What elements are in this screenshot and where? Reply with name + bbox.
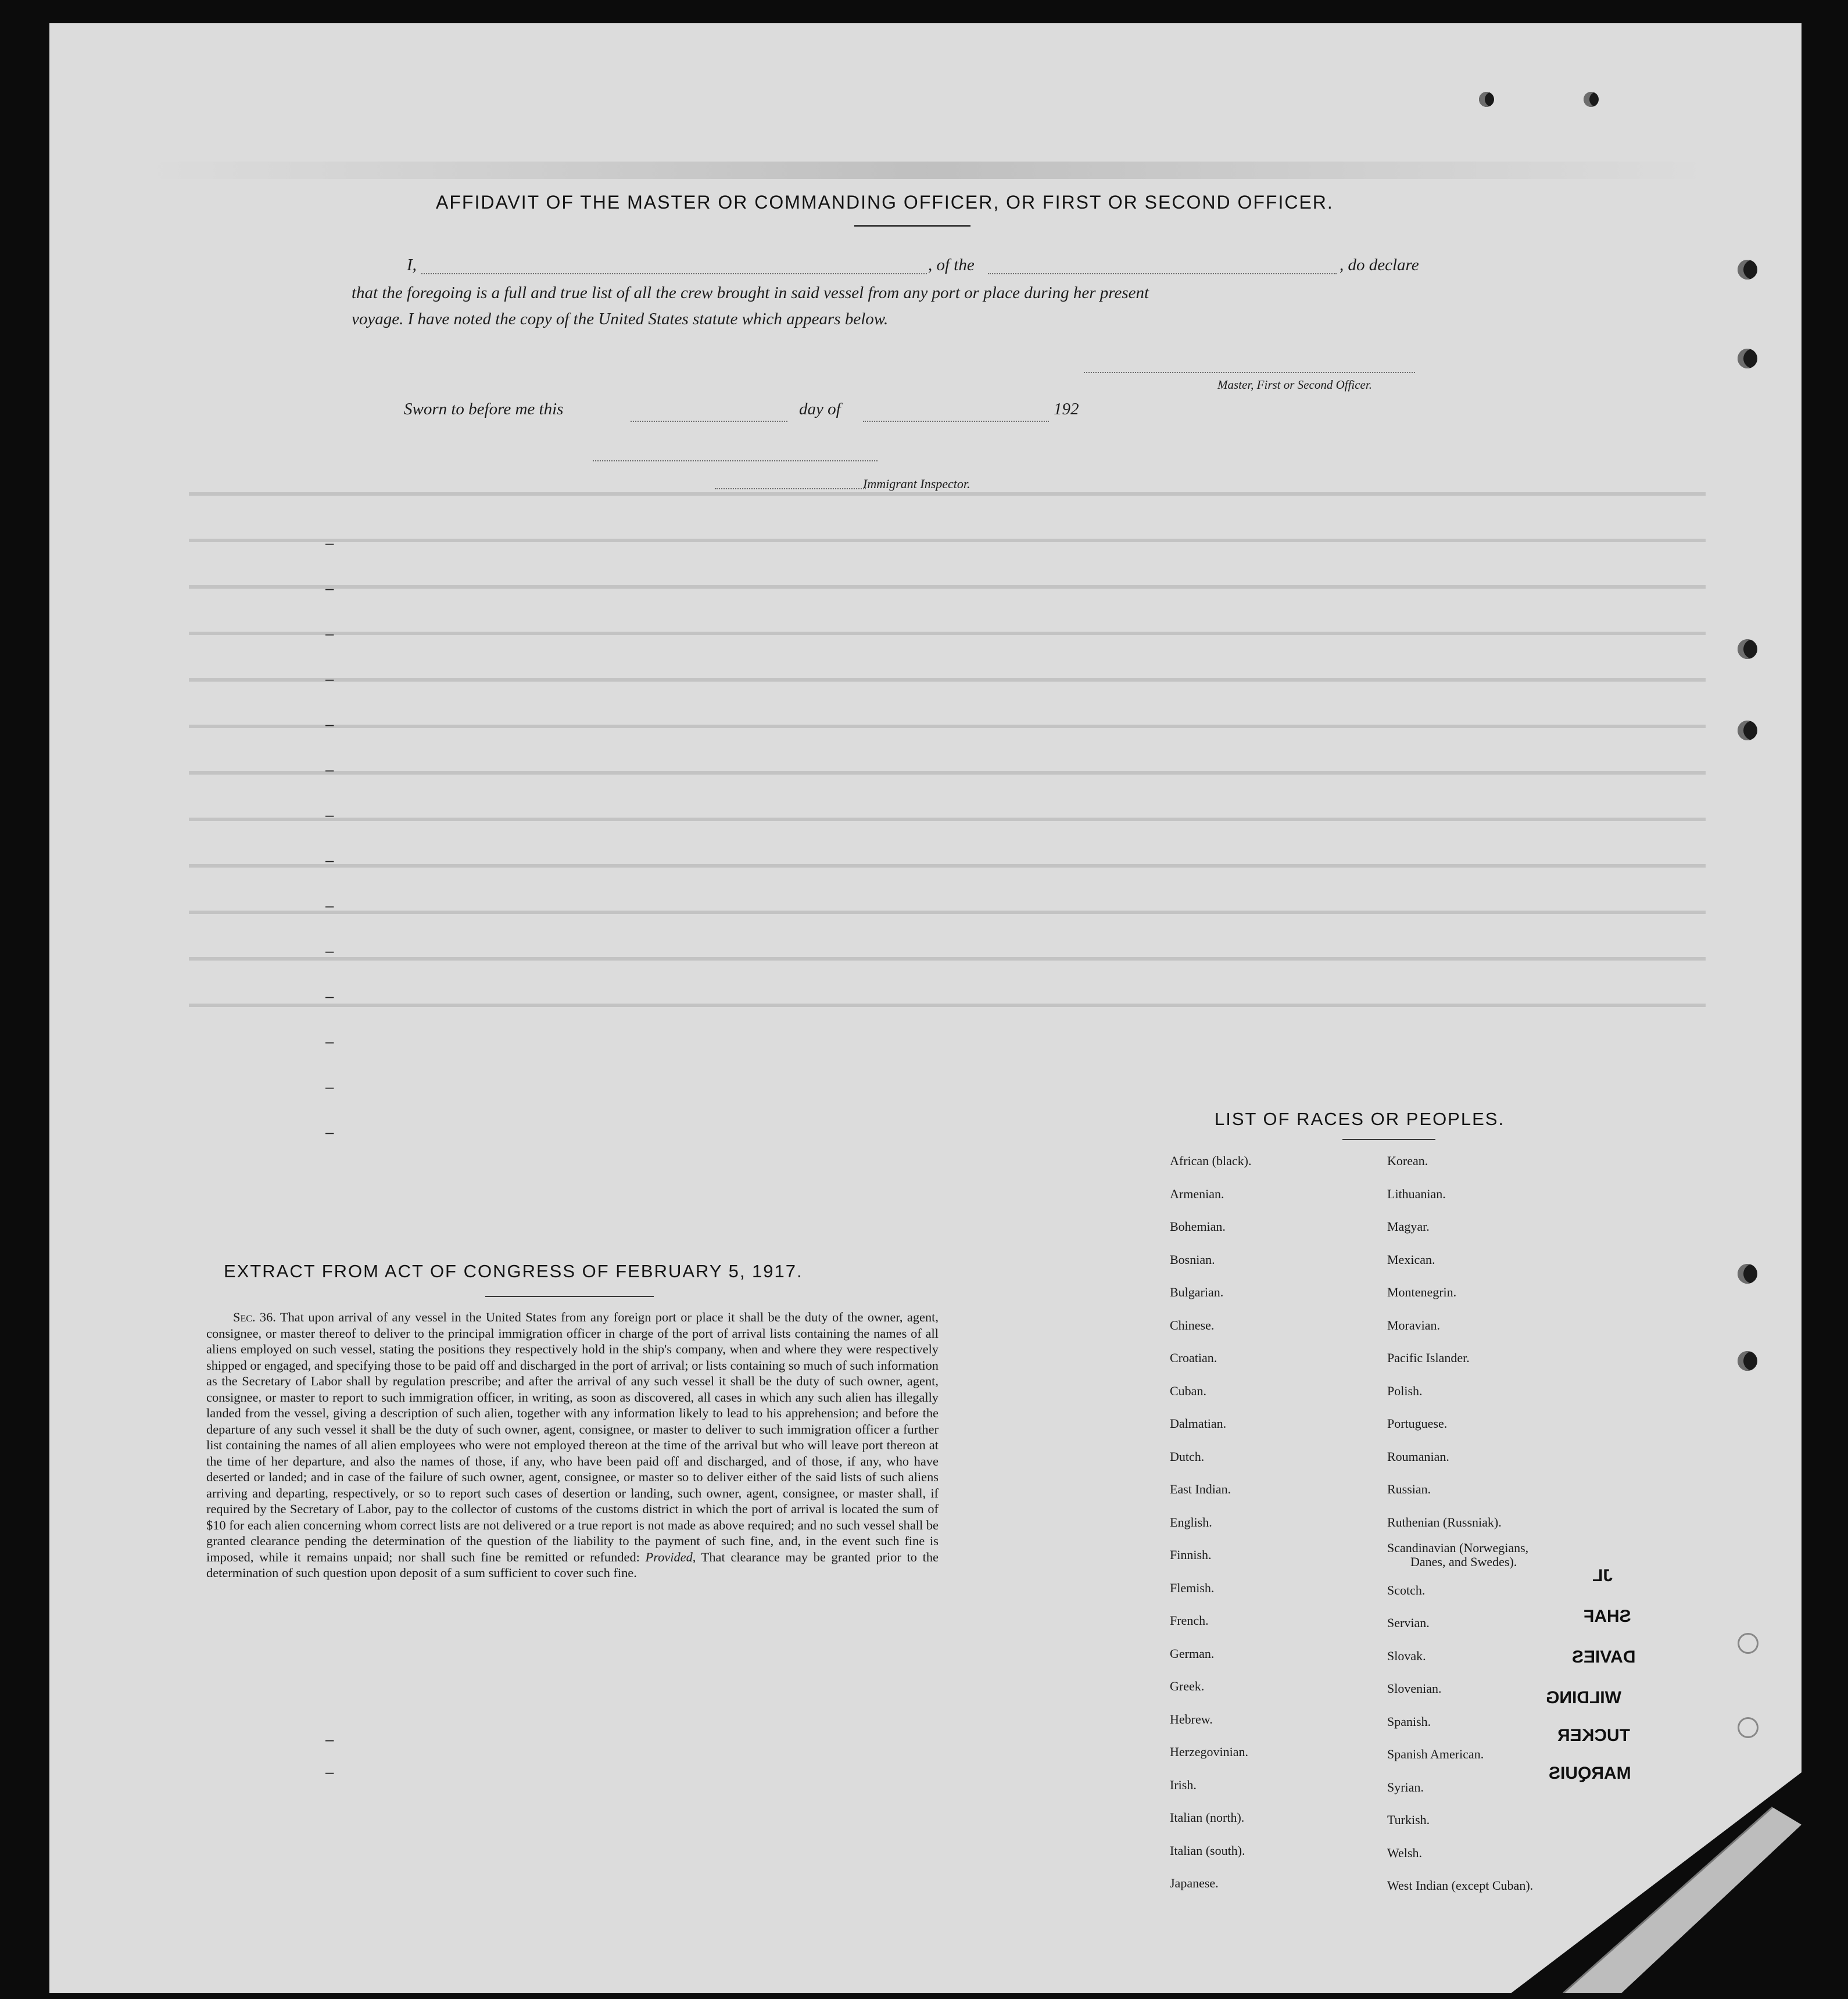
affidavit-title: AFFIDAVIT OF THE MASTER OR COMMANDING OFFICER, OR FIRST OR SECOND OFFICER.: [436, 192, 1334, 213]
race-item: Japanese.: [1170, 1876, 1219, 1890]
race-item: Lithuanian.: [1387, 1186, 1446, 1201]
margin-dash-column: [325, 520, 349, 1155]
binder-hole-icon: [1479, 92, 1494, 107]
affidavit-title-rule: [854, 225, 970, 227]
race-item: Welsh.: [1387, 1845, 1422, 1860]
races-left-column: [1170, 1145, 1251, 1900]
race-item: Croatian.: [1170, 1350, 1217, 1365]
extract-title: EXTRACT FROM ACT OF CONGRESS OF FEBRUARY 5, 1917.: [224, 1261, 803, 1281]
race-item: English.: [1170, 1514, 1212, 1529]
race-item: Bohemian.: [1170, 1219, 1226, 1234]
race-item: French.: [1170, 1613, 1209, 1628]
binder-hole-icon: [1738, 1351, 1757, 1371]
margin-dash: –: [325, 670, 334, 687]
race-item: Bulgarian.: [1170, 1285, 1224, 1299]
binder-hole-icon: [1738, 260, 1757, 280]
race-item: Greek.: [1170, 1679, 1205, 1693]
margin-dash: –: [325, 625, 334, 642]
margin-dash: –: [325, 897, 334, 914]
race-item: Montenegrin.: [1387, 1285, 1457, 1299]
bleed-name: JL: [1592, 1566, 1613, 1585]
sworn-year: 192: [1054, 400, 1079, 418]
binder-hole-icon: [1738, 639, 1757, 659]
master-name-field[interactable]: [421, 273, 927, 274]
extract-body: [206, 1309, 939, 1581]
margin-dash: –: [325, 1731, 334, 1748]
binder-hole-icon: [1738, 721, 1757, 740]
races-title-rule: [1342, 1139, 1435, 1140]
binder-hole-icon: [1738, 349, 1757, 368]
bleed-name: TUCKER: [1557, 1726, 1630, 1745]
race-item: Korean.: [1387, 1153, 1428, 1168]
race-item: Spanish American.: [1387, 1747, 1484, 1761]
master-signature-label: Master, First or Second Officer.: [1217, 378, 1372, 392]
extract-title-rule: [485, 1296, 654, 1297]
binder-hole-open-icon: [1738, 1717, 1759, 1738]
race-item: Dalmatian.: [1170, 1416, 1227, 1431]
race-item: West Indian (except Cuban).: [1387, 1878, 1534, 1893]
race-item: Scotch.: [1387, 1582, 1426, 1597]
race-item: Portuguese.: [1387, 1416, 1448, 1431]
bleed-through-heading: [142, 162, 1711, 179]
race-item-line: Scandinavian (Norwegians,: [1387, 1541, 1529, 1555]
folded-corner-icon: [1499, 1772, 1802, 1993]
race-item: Slovenian.: [1387, 1681, 1442, 1696]
race-item-line: Danes, and Swedes).: [1410, 1554, 1517, 1569]
bleed-name: SHAF: [1584, 1607, 1631, 1626]
sworn-prefix: Sworn to before me this: [404, 400, 564, 418]
race-item: Magyar.: [1387, 1219, 1430, 1234]
race-item: Polish.: [1387, 1383, 1423, 1398]
sworn-month-field[interactable]: [863, 421, 1049, 422]
margin-dash: –: [325, 534, 334, 551]
extract-body-proviso: That clearance may be granted prior to the determination of such question upon deposit of a sum sufficient to cover such fine.: [206, 1549, 939, 1580]
race-item: Bosnian.: [1170, 1252, 1215, 1267]
affidavit-i: I,: [407, 256, 417, 274]
race-item: Armenian.: [1170, 1186, 1224, 1201]
margin-dash: –: [325, 715, 334, 733]
race-item: Dutch.: [1170, 1449, 1205, 1464]
margin-dash: –: [325, 942, 334, 959]
race-item: Turkish.: [1387, 1812, 1430, 1827]
race-item: Mexican.: [1387, 1252, 1435, 1267]
race-item: Spanish.: [1387, 1714, 1431, 1729]
document-page: [49, 23, 1802, 1993]
proviso-word: Provided,: [645, 1549, 696, 1564]
race-item: Chinese.: [1170, 1317, 1215, 1332]
race-item: Irish.: [1170, 1777, 1197, 1792]
inspector-label: Immigrant Inspector.: [863, 477, 970, 491]
margin-dash: –: [325, 806, 334, 823]
margin-dash: –: [325, 1123, 334, 1141]
affidavit-line-3: voyage. I have noted the copy of the United States statute which appears below.: [352, 310, 889, 328]
race-item: Moravian.: [1387, 1317, 1441, 1332]
race-item-scandinavian: [1387, 1539, 1533, 1574]
paper-sheet: [49, 23, 1802, 1993]
race-item: Pacific Islander.: [1387, 1350, 1470, 1365]
race-item: African (black).: [1170, 1153, 1252, 1168]
vessel-name-field[interactable]: [988, 273, 1337, 274]
margin-dash: –: [325, 987, 334, 1005]
extract-body-main: That upon arrival of any vessel in the United States from any foreign port or place it shall be the duty of the owner, agent, consignee, or master thereof to deliver to the principal immigration officer in charge of the port of arrival lists containing the names of all aliens employed on such vessel, stating the positions they respectively hold in the ship's company, when and where they were respectively shipped or engaged, and specifying those to be paid off and discharged in the port of arrival; or lists containing so much of such information as the Secretary of Labor shall by regulation prescribe; and after the arrival of any such vessel it shall be the duty of such owner, agent, consignee, or master to report to such immigration officer, in writing, as soon as discovered, all cases in which any such alien has illegally landed from the vessel, giving a description of such alien, together with any information likely to lead to his apprehension; and before the departure of any such vessel it shall be the duty of such owner, agent, consignee, or master to deliver to such immigration officer a further list containing the names of all alien employees who were not employed thereon at the time of the arrival but who will leave port thereon at the time of her departure, and also the names of those, if any, who have been paid off and discharged, and of those, if any, who have deserted or landed; and in case of the failure of such owner, agent, consignee, or master so to deliver either of the said lists of such aliens arriving and departing, respectively, or so to report such cases of desertion or landing, such owner, agent, consignee, or master shall, if required by the Secretary of Labor, pay to the collector of customs of the customs district in which the port of arrival is located the sum of $10 for each alien concerning whom correct lists are not delivered or a true report is not made as above required; and no such vessel shall be granted clearance pending the determination of the question of the liability to the payment of such fine, and, in the event such fine is imposed, while it remains unpaid; nor shall such fine be remitted or refunded:: [206, 1310, 939, 1564]
margin-dash: –: [325, 579, 334, 597]
race-item: Syrian.: [1387, 1779, 1424, 1794]
binder-hole-icon: [1738, 1264, 1757, 1284]
margin-dash: –: [325, 1078, 334, 1095]
races-title: LIST OF RACES OR PEOPLES.: [1215, 1109, 1505, 1129]
race-item: Roumanian.: [1387, 1449, 1449, 1464]
bleed-name: WILDING: [1546, 1688, 1621, 1707]
margin-dash: –: [325, 851, 334, 869]
bleed-name: MARQUIS: [1549, 1764, 1631, 1783]
race-item: Ruthenian (Russniak).: [1387, 1514, 1502, 1529]
affidavit-line-2: that the foregoing is a full and true list of all the crew brought in said vessel from any port or place during her present: [352, 284, 1149, 302]
race-item: Hebrew.: [1170, 1711, 1213, 1726]
inspector-signature-field-2[interactable]: [715, 488, 866, 489]
race-item: Cuban.: [1170, 1383, 1206, 1398]
race-item: Herzegovinian.: [1170, 1744, 1248, 1759]
section-label: Sec. 36.: [233, 1310, 276, 1324]
affidavit-do-declare: , do declare: [1340, 256, 1419, 274]
race-item: Russian.: [1387, 1482, 1431, 1496]
race-item: Italian (south).: [1170, 1843, 1245, 1858]
margin-dash-column-lower: [325, 1723, 334, 1788]
race-item: Italian (north).: [1170, 1810, 1245, 1825]
sworn-day-field[interactable]: [631, 421, 787, 422]
margin-dash: –: [325, 761, 334, 778]
margin-dash: –: [325, 1033, 334, 1050]
bleed-name: DAVIES: [1572, 1647, 1636, 1667]
race-item: Servian.: [1387, 1615, 1430, 1630]
race-item: East Indian.: [1170, 1482, 1231, 1496]
race-item: Slovak.: [1387, 1648, 1426, 1663]
race-item: Finnish.: [1170, 1547, 1212, 1562]
inspector-signature-field[interactable]: [593, 460, 878, 461]
affidavit-of-the: , of the: [928, 256, 975, 274]
margin-dash: –: [325, 1763, 334, 1781]
race-item: German.: [1170, 1646, 1215, 1661]
race-item: Flemish.: [1170, 1580, 1215, 1595]
binder-hole-open-icon: [1738, 1633, 1759, 1654]
sworn-day-of: day of: [799, 400, 841, 418]
master-signature-field[interactable]: [1084, 372, 1415, 373]
binder-hole-icon: [1584, 92, 1599, 107]
